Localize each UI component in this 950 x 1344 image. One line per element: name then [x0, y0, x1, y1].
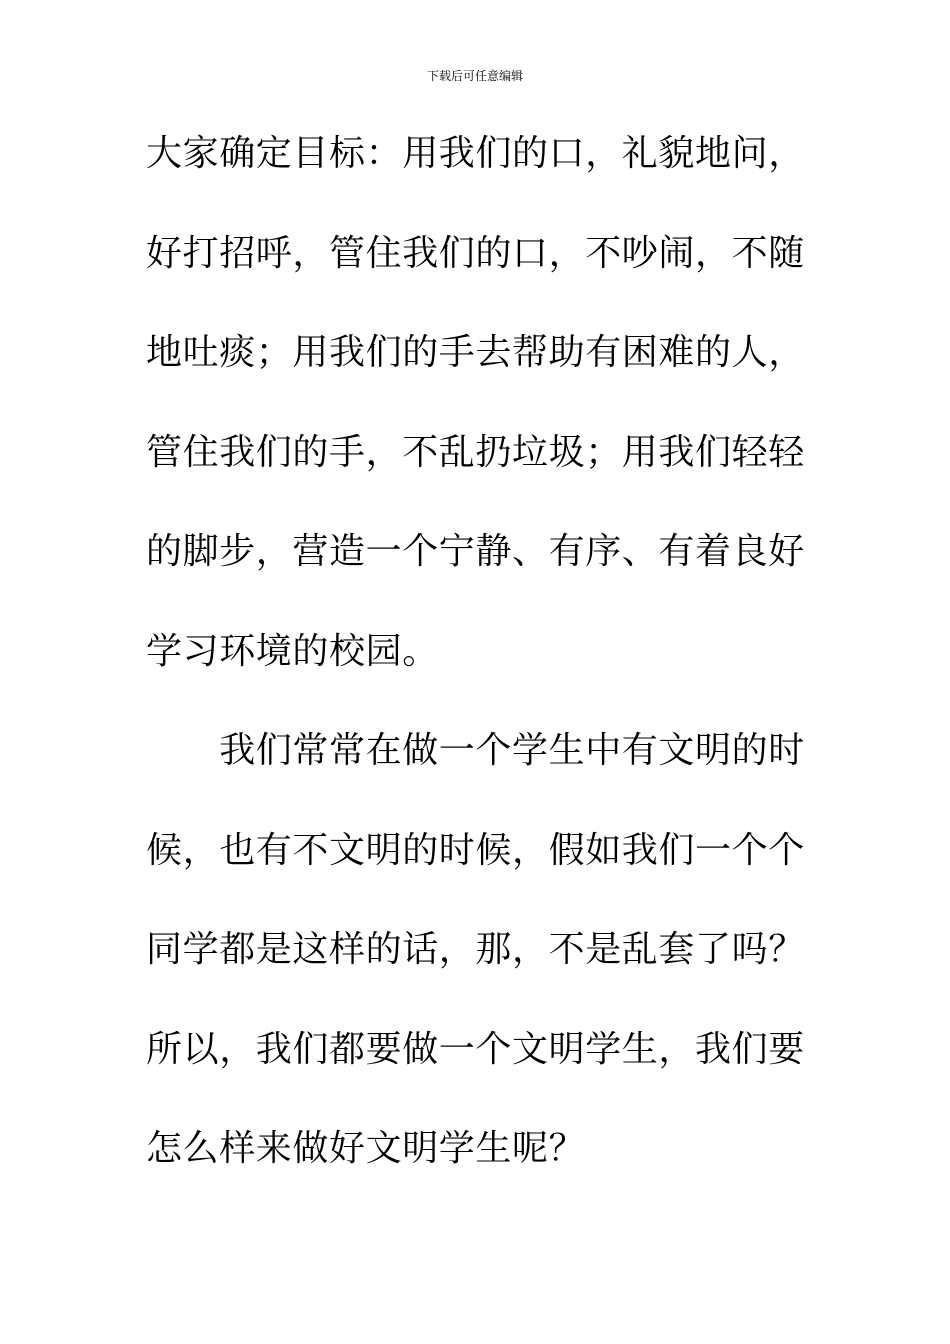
text-line-3: 地吐痰；用我们的手去帮助有困难的人， — [146, 332, 805, 373]
text-line-8: 候，也有不文明的时候，假如我们一个个 — [146, 829, 805, 871]
text-line-10: 所以，我们都要做一个文明学生，我们要 — [146, 1028, 805, 1070]
text-line-1: 大家确定目标：用我们的口，礼貌地问， — [146, 133, 805, 174]
text-line-6: 学习环境的校园。 — [146, 630, 439, 672]
text-line-7: 我们常常在做一个学生中有文明的时 — [146, 730, 805, 771]
header-note: 下载后可任意编辑 — [426, 69, 523, 83]
text-line-5: 的脚步，营造一个宁静、有序、有着良好 — [146, 531, 805, 572]
text-line-9: 同学都是这样的话，那，不是乱套了吗？ — [146, 929, 805, 970]
text-line-2: 好打招呼，管住我们的口，不吵闹，不随 — [146, 232, 805, 274]
body-text — [146, 128, 816, 1223]
text-line-11: 怎么样来做好文明学生呢？ — [146, 1128, 586, 1169]
text-line-4: 管住我们的手，不乱扔垃圾；用我们轻轻 — [146, 431, 805, 473]
